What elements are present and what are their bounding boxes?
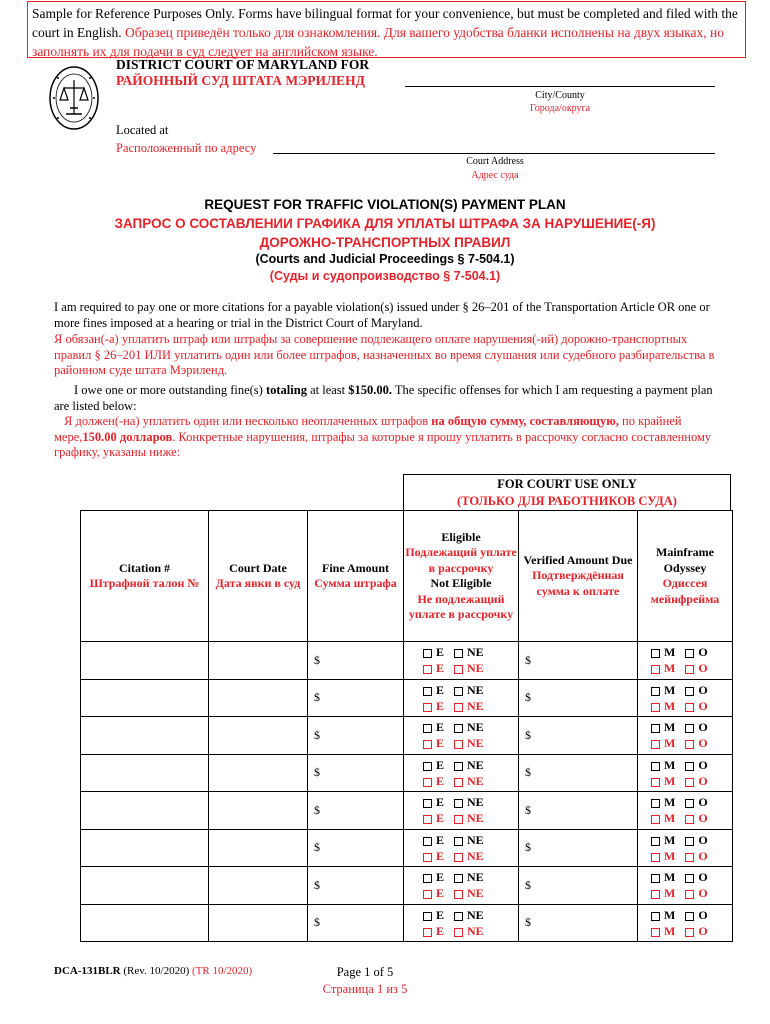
court-date-field[interactable] [209, 904, 308, 942]
odyssey-checkbox-ru[interactable] [685, 703, 694, 712]
page-number-ru: Страница 1 из 5 [322, 982, 408, 996]
not-eligible-checkbox-ru[interactable] [454, 890, 463, 899]
header-verified-amount: Verified Amount Due Подтверждённая сумма к оплате [519, 511, 638, 642]
located-label: Located at [116, 123, 169, 137]
citation-number-field[interactable] [81, 717, 209, 755]
eligible-checkbox[interactable] [423, 687, 432, 696]
odyssey-checkbox[interactable] [685, 837, 694, 846]
paragraph-obligation-ru: Я обязан(-а) уплатить штраф или штрафы за совершение подлежащего оплате нарушения(-ий) дорожно-транспортных правил § 26–201 ИЛИ уплатить один или более штрафов, назначенных во время слушания или судебного разбирательства в районном суде штата Мэриленд. [54, 332, 715, 378]
verified-amount-field[interactable]: $ [519, 792, 638, 830]
mainframe-checkbox-ru[interactable] [651, 815, 660, 824]
mainframe-checkbox[interactable] [651, 874, 660, 883]
eligible-checkbox[interactable] [423, 799, 432, 808]
not-eligible-checkbox-ru[interactable] [454, 778, 463, 787]
mainframe-checkbox[interactable] [651, 762, 660, 771]
eligible-checkbox-ru[interactable] [423, 703, 432, 712]
reference-banner [27, 1, 746, 58]
mainframe-checkbox-ru[interactable] [651, 778, 660, 787]
court-date-field[interactable] [209, 867, 308, 905]
fine-amount-field[interactable]: $ [308, 792, 404, 830]
statute-reference: (Courts and Judicial Proceedings § 7-504.1) [255, 252, 515, 266]
court-date-field[interactable] [209, 754, 308, 792]
odyssey-checkbox-ru[interactable] [685, 853, 694, 862]
fine-amount-field[interactable]: $ [308, 867, 404, 905]
citation-number-field[interactable] [81, 904, 209, 942]
mainframe-checkboxes: M O M O [638, 679, 733, 717]
paragraph-obligation-en: I am required to pay one or more citations for a payable violation(s) issued under § 26–201 of the Transportation Article OR one or more fines imposed at a hearing or trial in the District Court of Maryland. [54, 300, 710, 330]
header-fine-amount: Fine Amount Сумма штрафа [308, 511, 404, 642]
paragraph-owe-en: I owe one or more outstanding fine(s) totaling at least $150.00. The specific offenses for which I am requesting a payment plan are listed below: [54, 383, 713, 413]
eligibility-checkboxes: E NE E NE [404, 754, 519, 792]
court-date-field[interactable] [209, 642, 308, 680]
eligible-checkbox-ru[interactable] [423, 815, 432, 824]
mainframe-checkboxes: M O M O [638, 904, 733, 942]
citation-number-field[interactable] [81, 679, 209, 717]
not-eligible-checkbox-ru[interactable] [454, 853, 463, 862]
table-row [81, 904, 733, 942]
eligibility-checkboxes: E NE E NE [404, 679, 519, 717]
eligible-checkbox[interactable] [423, 837, 432, 846]
court-date-field[interactable] [209, 717, 308, 755]
citation-number-field[interactable] [81, 754, 209, 792]
fine-amount-field[interactable]: $ [308, 754, 404, 792]
odyssey-checkbox[interactable] [685, 912, 694, 921]
eligible-checkbox[interactable] [423, 724, 432, 733]
form-title-russian-line1: ЗАПРОС О СОСТАВЛЕНИИ ГРАФИКА ДЛЯ УПЛАТЫ ШТРАФА ЗА НАРУШЕНИЕ(-Я) [114, 216, 656, 231]
page-number: Page 1 of 5 [336, 965, 394, 979]
fine-amount-field[interactable]: $ [308, 679, 404, 717]
mainframe-checkboxes: M O M O [638, 867, 733, 905]
statute-reference-ru: (Суды и судопроизводство § 7-504.1) [269, 269, 501, 283]
table-row [81, 829, 733, 867]
odyssey-checkbox-ru[interactable] [685, 740, 694, 749]
eligible-checkbox-ru[interactable] [423, 740, 432, 749]
not-eligible-checkbox[interactable] [454, 762, 463, 771]
mainframe-checkbox-ru[interactable] [651, 703, 660, 712]
not-eligible-checkbox-ru[interactable] [454, 703, 463, 712]
citations-table [80, 510, 733, 942]
not-eligible-checkbox[interactable] [454, 874, 463, 883]
city-county-label: City/County [535, 90, 585, 101]
court-address-label: Court Address [466, 156, 524, 167]
fine-amount-field[interactable]: $ [308, 717, 404, 755]
mainframe-checkbox-ru[interactable] [651, 740, 660, 749]
verified-amount-field[interactable]: $ [519, 904, 638, 942]
mainframe-checkbox[interactable] [651, 912, 660, 921]
eligible-checkbox-ru[interactable] [423, 853, 432, 862]
court-date-field[interactable] [209, 792, 308, 830]
located-label-ru: Расположенный по адресу [116, 141, 257, 155]
court-use-only-header: FOR COURT USE ONLY (ТОЛЬКО ДЛЯ РАБОТНИКОВ СУДА) [403, 474, 731, 511]
table-row [81, 754, 733, 792]
eligible-checkbox[interactable] [423, 649, 432, 658]
mainframe-checkbox-ru[interactable] [651, 853, 660, 862]
paragraph-owe-ru: Я должен(-на) уплатить один или несколько неоплаченных штрафов на общую сумму, составляющую, по крайней мере,150.00 долларов. Конкретные нарушения, штрафы за которые я прошу уплатить в рассрочку согласно составленному графику, указаны ниже: [54, 414, 712, 460]
not-eligible-checkbox[interactable] [454, 724, 463, 733]
court-name-english: DISTRICT COURT OF MARYLAND FOR [116, 57, 370, 72]
header-mainframe: Mainframe Odyssey Одиссея мейнфрейма [638, 511, 733, 642]
eligible-checkbox[interactable] [423, 762, 432, 771]
eligible-checkbox[interactable] [423, 912, 432, 921]
banner-english: Sample for Reference Purposes Only. Forms have bilingual format for your convenience, but must be completed and filed with the court in English. [32, 6, 738, 40]
mainframe-checkbox[interactable] [651, 837, 660, 846]
eligibility-checkboxes: E NE E NE [404, 829, 519, 867]
odyssey-checkbox[interactable] [685, 687, 694, 696]
mainframe-checkboxes: M O M O [638, 792, 733, 830]
verified-amount-field[interactable]: $ [519, 829, 638, 867]
odyssey-checkbox-ru[interactable] [685, 778, 694, 787]
citation-number-field[interactable] [81, 829, 209, 867]
odyssey-checkbox[interactable] [685, 649, 694, 658]
mainframe-checkboxes: M O M O [638, 829, 733, 867]
not-eligible-checkbox[interactable] [454, 837, 463, 846]
odyssey-checkbox[interactable] [685, 799, 694, 808]
citation-number-field[interactable] [81, 867, 209, 905]
court-seal-icon [48, 58, 100, 132]
header-citation: Citation # Штрафной талон № [81, 511, 209, 642]
table-row [81, 717, 733, 755]
court-address-field[interactable] [273, 153, 715, 154]
verified-amount-field[interactable]: $ [519, 642, 638, 680]
mainframe-checkbox[interactable] [651, 687, 660, 696]
court-address-label-ru: Адрес суда [471, 170, 519, 181]
odyssey-checkbox-ru[interactable] [685, 890, 694, 899]
city-county-field[interactable] [405, 86, 715, 87]
form-number: DCA-131BLR (Rev. 10/2020) (TR 10/2020) [54, 965, 253, 977]
court-date-field[interactable] [209, 829, 308, 867]
citation-number-field[interactable] [81, 642, 209, 680]
eligible-checkbox[interactable] [423, 874, 432, 883]
not-eligible-checkbox[interactable] [454, 687, 463, 696]
not-eligible-checkbox[interactable] [454, 799, 463, 808]
verified-amount-field[interactable]: $ [519, 867, 638, 905]
table-row [81, 867, 733, 905]
mainframe-checkboxes: M O M O [638, 754, 733, 792]
table-row [81, 792, 733, 830]
fine-amount-field[interactable]: $ [308, 829, 404, 867]
mainframe-checkbox-ru[interactable] [651, 665, 660, 674]
eligible-checkbox-ru[interactable] [423, 778, 432, 787]
mainframe-checkbox[interactable] [651, 799, 660, 808]
not-eligible-checkbox-ru[interactable] [454, 815, 463, 824]
mainframe-checkboxes: M O M O [638, 717, 733, 755]
odyssey-checkbox[interactable] [685, 724, 694, 733]
mainframe-checkbox-ru[interactable] [651, 890, 660, 899]
not-eligible-checkbox-ru[interactable] [454, 928, 463, 937]
mainframe-checkbox[interactable] [651, 649, 660, 658]
verified-amount-field[interactable]: $ [519, 717, 638, 755]
fine-amount-field[interactable]: $ [308, 642, 404, 680]
eligibility-checkboxes: E NE E NE [404, 717, 519, 755]
odyssey-checkbox-ru[interactable] [685, 928, 694, 937]
mainframe-checkbox[interactable] [651, 724, 660, 733]
odyssey-checkbox-ru[interactable] [685, 815, 694, 824]
header-court-date: Court Date Дата явки в суд [209, 511, 308, 642]
city-county-label-ru: Города/округа [529, 103, 591, 114]
eligibility-checkboxes: E NE E NE [404, 642, 519, 680]
not-eligible-checkbox-ru[interactable] [454, 665, 463, 674]
mainframe-checkboxes: M O M O [638, 642, 733, 680]
verified-amount-field[interactable]: $ [519, 754, 638, 792]
table-row [81, 679, 733, 717]
court-date-field[interactable] [209, 679, 308, 717]
verified-amount-field[interactable]: $ [519, 679, 638, 717]
form-title-russian-line2: ДОРОЖНО-ТРАНСПОРТНЫХ ПРАВИЛ [259, 235, 511, 250]
eligibility-checkboxes: E NE E NE [404, 792, 519, 830]
mainframe-checkbox-ru[interactable] [651, 928, 660, 937]
not-eligible-checkbox[interactable] [454, 649, 463, 658]
odyssey-checkbox-ru[interactable] [685, 665, 694, 674]
odyssey-checkbox[interactable] [685, 762, 694, 771]
eligibility-checkboxes: E NE E NE [404, 904, 519, 942]
odyssey-checkbox[interactable] [685, 874, 694, 883]
not-eligible-checkbox[interactable] [454, 912, 463, 921]
court-name-russian: РАЙОННЫЙ СУД ШТАТА МЭРИЛЕНД [116, 73, 365, 88]
header-eligibility: Eligible Подлежащий уплате в рассрочку Not Eligible Не подлежащий уплате в рассрочку [404, 511, 519, 642]
fine-amount-field[interactable]: $ [308, 904, 404, 942]
eligible-checkbox-ru[interactable] [423, 665, 432, 674]
table-header-row [81, 511, 733, 642]
eligible-checkbox-ru[interactable] [423, 928, 432, 937]
table-row [81, 642, 733, 680]
form-title-english: REQUEST FOR TRAFFIC VIOLATION(S) PAYMENT PLAN [204, 197, 566, 212]
not-eligible-checkbox-ru[interactable] [454, 740, 463, 749]
eligible-checkbox-ru[interactable] [423, 890, 432, 899]
citation-number-field[interactable] [81, 792, 209, 830]
eligibility-checkboxes: E NE E NE [404, 867, 519, 905]
banner-russian: Образец приведён только для ознакомления. Для вашего удобства бланки исполнены на двух языках, но заполнять их для подачи в суд следует на английском языке. [32, 25, 725, 59]
